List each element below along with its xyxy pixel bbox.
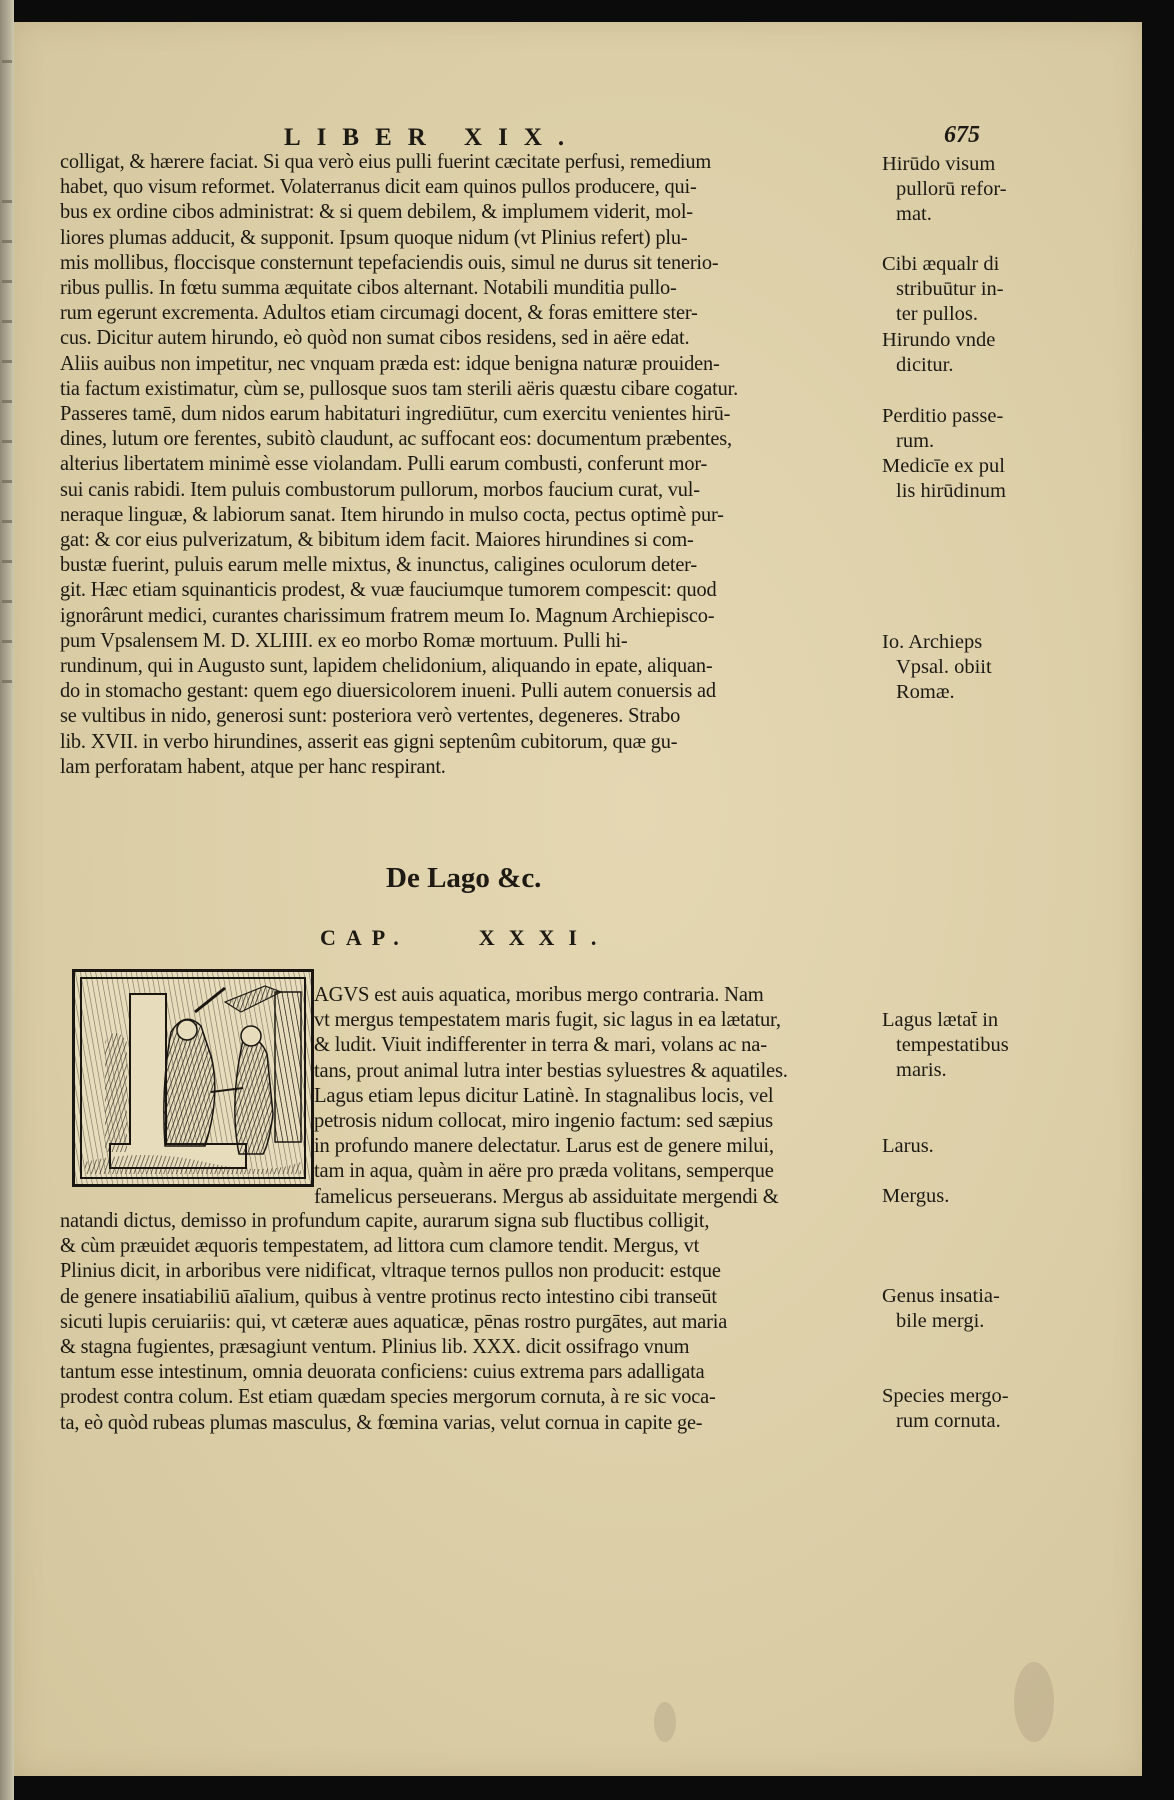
text-line: rum egerunt excrementa. Adultos etiam circumagi docent, & foras emittere ster- (60, 302, 698, 325)
text-line: habet, quo visum reformet. Volaterranus dicit eam quinos pullos producere, qui- (60, 176, 697, 199)
chapter-title: De Lago &c. (386, 862, 542, 894)
margin-note (882, 1184, 949, 1209)
book-page (14, 22, 1142, 1776)
text-line: petrosis nidum collocat, miro ingenio factum: sed sæpius (314, 1110, 773, 1133)
page-header (14, 108, 1142, 151)
text-line: & ludit. Viuit indifferenter in terra & mari, volans ac na- (314, 1034, 767, 1057)
margin-note-line: Species mergo- (882, 1385, 1009, 1407)
text-line: in profundo manere delectatur. Larus est de genere milui, (314, 1135, 774, 1158)
text-line: pum Vpsalensem M. D. XLIIII. ex eo morbo Romæ mortuum. Pulli hi- (60, 629, 628, 652)
text-line: famelicus perseuerans. Mergus ab assiduitate mergendi & (314, 1185, 779, 1208)
chapter-label: CAP. (320, 925, 409, 950)
main-text-block-2-full (60, 1209, 880, 1436)
text-line: colligat, & hærere faciat. Si qua verò eius pulli fuerint cæcitate perfusi, remedium (60, 151, 712, 173)
text-line: git. Hæc etiam squinanticis prodest, & vuæ fauciumque tumorem compescit: quod (60, 579, 717, 602)
running-head: LIBER XIX. (284, 124, 581, 151)
text-line: vt mergus tempestatem maris fugit, sic lagus in ea lætatur, (314, 1009, 781, 1032)
text-line: Passeres tamē, dum nidos earum habitaturi ingrediūtur, cum exercitu venientes hirū- (60, 403, 731, 426)
margin-note-line: Romæ. (896, 681, 955, 704)
text-line: tam in aqua, quàm in aëre pro præda volitans, semperque (314, 1160, 774, 1183)
text-line: bus ex ordine cibos administrat: & si quem debilem, & implumem viderit, mol- (60, 201, 693, 224)
text-line: do in stomacho gestant: quem ego diuersicolorem inueni. Pulli autem conuersis ad (60, 680, 716, 703)
margin-note-line: mat. (896, 203, 932, 226)
margin-note-line: lis hirūdinum (896, 480, 1006, 503)
margin-note-line: Medicīe ex pul (882, 455, 1005, 477)
margin-note-line: bile mergi. (896, 1310, 985, 1333)
main-text-block-1 (60, 150, 880, 780)
text-line: gat: & cor eius pulverizatum, & bibitum idem facit. Maiores hirundines si com- (60, 529, 694, 552)
text-line: tantum esse intestinum, omnia deuorata conficiens: cuius extrema pars adalligata (60, 1361, 705, 1384)
text-line: dines, lutum ore ferentes, subitò claudunt, ac suffocant eos: documentum præbentes, (60, 428, 732, 451)
text-line: ignorârunt medici, curantes charissimum fratrem meum Io. Magnum Archiepisco- (60, 604, 715, 627)
text-line: liores plumas adducit, & supponit. Ipsum quoque nidum (vt Plinius refert) plu- (60, 226, 688, 249)
text-line: tia factum existimatur, cùm se, pullosque suos tam sterili aëris quæstu cibare cogatur. (60, 377, 738, 400)
text-line: & cùm præuidet æquoris tempestatem, ad littora cum clamore tendit. Mergus, vt (60, 1235, 700, 1258)
margin-note-line: tempestatibus (896, 1034, 1009, 1057)
margin-note-line: rum cornuta. (896, 1410, 1001, 1433)
text-line: Plinius dicit, in arboribus vere nidificat, vltraque ternos pullos non producit: estque (60, 1260, 721, 1283)
text-line: & stagna fugientes, præsagiunt ventum. Plinius lib. XXX. dicit ossifrago vnum (60, 1336, 690, 1359)
margin-note-line: Lagus lætat̄ in (882, 1009, 999, 1031)
margin-note (882, 1008, 1009, 1084)
margin-note-line: Larus. (882, 1135, 934, 1157)
margin-note (882, 252, 1004, 328)
margin-note (882, 328, 995, 378)
margin-note (882, 1384, 1009, 1434)
text-line: sicuti lupis ceruiariis: qui, vt cæteræ aues aquaticæ, pēnas rostro purgātes, aut maria (60, 1310, 728, 1333)
text-line: de genere insatiabiliū aīalium, quibus à ventre protinus recto intestino cibi transeūt (60, 1285, 717, 1308)
text-line: alterius libertatem minimè esse violandam. Pulli earum combusti, conferunt mor- (60, 453, 708, 476)
margin-note-line: dicitur. (896, 354, 954, 377)
text-line: tans, prout animal lutra inter bestias syluestres & aquatiles. (314, 1059, 788, 1082)
text-line: Aliis auibus non impetitur, nec vnquam præda est: idque benigna naturæ prouiden- (60, 352, 720, 375)
margin-note-line: Hirūdo visum (882, 153, 996, 175)
text-line: rundinum, qui in Augusto sunt, lapidem chelidonium, aliquando in epate, aliquan- (60, 655, 713, 678)
text-line: Lagus etiam lepus dicitur Latinè. In stagnalibus locis, vel (314, 1084, 774, 1107)
text-line: ta, eò quòd rubeas plumas masculus, & fœmina varias, velut cornua in capite ge- (60, 1411, 703, 1434)
text-line: prodest contra colum. Est etiam quædam species mergorum cornuta, à re sic voca- (60, 1386, 716, 1409)
text-line: AGVS est auis aquatica, moribus mergo contraria. Nam (314, 984, 764, 1006)
text-line: se vultibus in nido, generosi sunt: posteriora verò vertentes, degeneres. Strabo (60, 705, 681, 728)
margin-note-line: ter pullos. (896, 303, 978, 326)
margin-note (882, 454, 1006, 504)
margin-note-line: Genus insatia- (882, 1285, 1000, 1307)
text-line: mis mollibus, floccisque consternunt tepefaciendis ouis, simul ne durus sit tenerio- (60, 251, 719, 274)
margin-note-line: Cibi æqualr di (882, 253, 1000, 275)
margin-note-line: pullorū refor- (896, 178, 1007, 201)
margin-note-line: Io. Archieps (882, 631, 983, 653)
margin-note (882, 1284, 1000, 1334)
woodcut-initial-letter (72, 969, 314, 1187)
margin-note-line: Vpsal. obiit (896, 656, 992, 679)
text-line: lam perforatam habent, atque per hanc respirant. (60, 755, 446, 778)
chapter-roman-numeral: XXXI. (478, 925, 611, 950)
chapter-number (320, 925, 610, 951)
margin-note-line: Perditio passe- (882, 405, 1004, 427)
text-line: bustæ fuerint, puluis earum melle mixtus, & inunctus, caligines oculorum deter- (60, 554, 697, 577)
adjacent-page-edge (0, 0, 14, 1800)
text-line: neraque linguæ, & labiorum sanat. Item hirundo in mulso cocta, pectus optimè pur- (60, 503, 724, 526)
margin-note (882, 1134, 934, 1159)
margin-note-line: Hirundo vnde (882, 329, 996, 351)
text-line: cus. Dicitur autem hirundo, eò quòd non sumat cibos residens, sed in aëre edat. (60, 327, 690, 350)
margin-note (882, 630, 992, 706)
margin-note-line: Mergus. (882, 1185, 950, 1207)
text-line: ribus pullis. In fœtu summa æquitate cibos alternant. Notabili munditia pullo- (60, 277, 677, 300)
text-line: natandi dictus, demisso in profundum capite, aurarum signa sub fluctibus colligit, (60, 1210, 710, 1232)
scan-background (1144, 0, 1174, 1800)
page-number: 675 (944, 122, 980, 148)
margin-note (882, 152, 1007, 228)
margin-note-line: rum. (896, 430, 935, 453)
margin-note (882, 404, 1003, 454)
margin-note-line: maris. (896, 1059, 947, 1082)
main-text-block-2-indented (314, 983, 874, 1210)
text-line: lib. XVII. in verbo hirundines, asserit eas gigni septenûm cubitorum, quæ gu- (60, 730, 678, 753)
text-line: sui canis rabidi. Item puluis combustorum pullorum, morbos faucium curat, vul- (60, 478, 700, 501)
margin-note-line: stribuūtur in- (896, 278, 1004, 301)
woodcut-illustration (75, 972, 311, 1184)
